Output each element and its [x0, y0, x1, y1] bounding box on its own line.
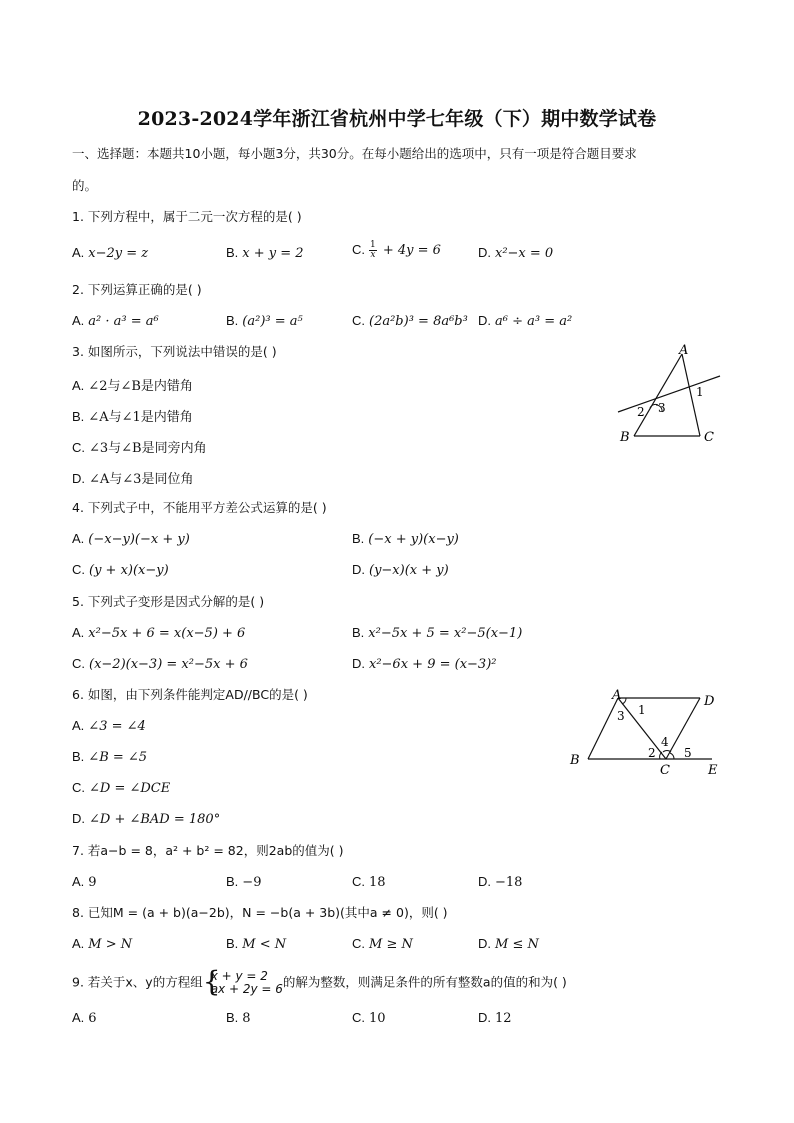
question-9-option-d[interactable]: D. 12: [478, 1010, 512, 1026]
question-3-option-d[interactable]: D. ∠A与∠3是同位角: [72, 471, 194, 487]
question-6-option-b[interactable]: B. ∠B = ∠5: [72, 749, 148, 765]
question-5-option-b[interactable]: B. x²−5x + 5 = x²−5(x−1): [352, 625, 523, 641]
figure1-angle-1: 1: [696, 385, 704, 399]
question-1-option-d[interactable]: D. x²−x = 0: [478, 245, 554, 261]
question-8-stem: 8. 已知M = (a + b)(a−2b)，N = −b(a + 3b)(其中a ≠ 0)，则( ): [72, 905, 448, 920]
figure2-label-c: C: [660, 763, 670, 778]
question-6-option-c[interactable]: C. ∠D = ∠DCE: [72, 780, 171, 796]
question-2-option-c[interactable]: C. (2a²b)³ = 8a⁶b³: [352, 313, 468, 329]
question-6-option-a[interactable]: A. ∠3 = ∠4: [72, 718, 146, 734]
question-3-option-c[interactable]: C. ∠3与∠B是同旁内角: [72, 440, 207, 456]
question-3-option-b[interactable]: B. ∠A与∠1是内错角: [72, 409, 193, 425]
question-1-stem: 1. 下列方程中，属于二元一次方程的是( ): [72, 209, 302, 224]
exam-title: 2023-2024学年浙江省杭州中学七年级（下）期中数学试卷: [137, 108, 657, 130]
brace-icon: {: [202, 965, 221, 998]
figure2-label-d: D: [704, 694, 715, 709]
question-2-option-a[interactable]: A. a² · a³ = a⁶: [72, 313, 159, 329]
question-8-option-d[interactable]: D. M ≤ N: [478, 936, 539, 952]
fraction: $\frac{1}{x}$: [370, 240, 376, 260]
figure2-angle-3: 3: [617, 709, 625, 723]
figure2-angle-1: 1: [638, 703, 646, 717]
question-3-figure: [612, 340, 728, 448]
question-8-option-c[interactable]: C. M ≥ N: [352, 936, 413, 952]
question-5-option-a[interactable]: A. x²−5x + 6 = x(x−5) + 6: [72, 625, 246, 641]
question-8-option-a[interactable]: A. M > N: [72, 936, 133, 952]
figure2-angle-4: 4: [661, 735, 669, 749]
figure1-label-b: B: [620, 430, 630, 445]
question-4-option-a[interactable]: A. (−x−y)(−x + y): [72, 531, 190, 547]
figure2-label-b: B: [570, 753, 580, 768]
question-7-option-a[interactable]: A. 9: [72, 874, 97, 890]
question-4-option-d[interactable]: D. (y−x)(x + y): [352, 562, 449, 578]
question-7-stem: 7. 若a−b = 8，a² + b² = 82，则2ab的值为( ): [72, 843, 344, 858]
question-9-stem: 9. 若关于x、y的方程组 { x + y = 2 ax + 2y = 6 的解为整数，则满足条件的所有整数a的值的和为( ): [72, 965, 567, 998]
question-4-stem: 4. 下列式子中，不能用平方差公式运算的是( ): [72, 500, 327, 515]
question-1-option-b[interactable]: B. x + y = 2: [226, 245, 304, 261]
figure2-label-e: E: [708, 763, 718, 778]
question-4-option-c[interactable]: C. (y + x)(x−y): [72, 562, 169, 578]
question-2-stem: 2. 下列运算正确的是( ): [72, 282, 202, 297]
question-2-option-d[interactable]: D. a⁶ ÷ a³ = a²: [478, 313, 573, 329]
figure1-angle-2: 2: [637, 405, 645, 419]
question-1-option-c[interactable]: C. $\frac{1}{x}$ + 4y = 6: [352, 240, 441, 260]
question-5-option-d[interactable]: D. x²−6x + 9 = (x−3)²: [352, 656, 497, 672]
equation-system: { x + y = 2 ax + 2y = 6: [202, 965, 283, 998]
question-8-option-b[interactable]: B. M < N: [226, 936, 287, 952]
question-4-option-b[interactable]: B. (−x + y)(x−y): [352, 531, 459, 547]
question-3-option-a[interactable]: A. ∠2与∠B是内错角: [72, 378, 193, 394]
figure1-label-a: A: [679, 343, 689, 358]
question-5-stem: 5. 下列式子变形是因式分解的是( ): [72, 594, 265, 609]
section-heading: 一、选择题：本题共10小题，每小题3分，共30分。在每小题给出的选项中，只有一项是符合题目要求: [72, 146, 637, 161]
question-7-option-b[interactable]: B. −9: [226, 874, 262, 890]
question-1-option-a[interactable]: A. x−2y = z: [72, 245, 149, 261]
figure2-angle-5: 5: [684, 746, 692, 760]
question-9-option-b[interactable]: B. 8: [226, 1010, 251, 1026]
question-5-option-c[interactable]: C. (x−2)(x−3) = x²−5x + 6: [72, 656, 248, 672]
question-6-option-d[interactable]: D. ∠D + ∠BAD = 180°: [72, 811, 221, 827]
section-heading-cont: 的。: [72, 178, 98, 193]
figure2-angle-2: 2: [648, 746, 656, 760]
figure1-angle-3: 3: [658, 401, 666, 415]
question-7-option-c[interactable]: C. 18: [352, 874, 386, 890]
figure2-label-a: A: [612, 688, 622, 703]
question-6-figure: [566, 684, 726, 780]
question-6-stem: 6. 如图，由下列条件能判定AD//BC的是( ): [72, 687, 308, 702]
question-9-option-c[interactable]: C. 10: [352, 1010, 386, 1026]
question-9-option-a[interactable]: A. 6: [72, 1010, 97, 1026]
question-7-option-d[interactable]: D. −18: [478, 874, 523, 890]
figure1-label-c: C: [704, 430, 714, 445]
question-2-option-b[interactable]: B. (a²)³ = a⁵: [226, 313, 303, 329]
question-3-stem: 3. 如图所示，下列说法中错误的是( ): [72, 344, 277, 359]
